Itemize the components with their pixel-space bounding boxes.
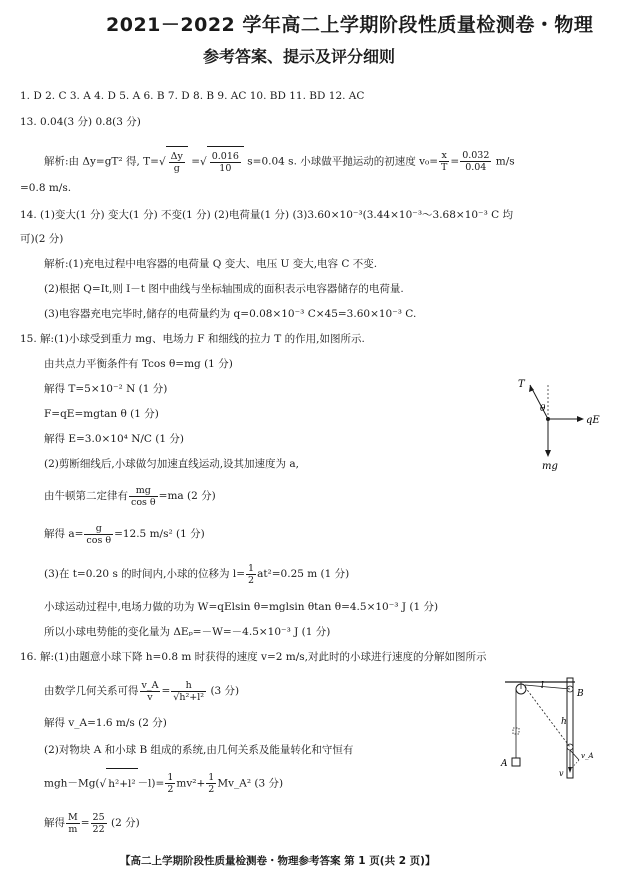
- page-subtitle: 参考答案、提示及评分细则: [203, 47, 396, 66]
- label-A: A: [501, 759, 508, 769]
- q14-line2: 可)(2 分): [20, 233, 64, 245]
- q16-line2: 由数学几何关系可得 $\frac{v\_A}{v}$ = $\frac{h}{\text{√h²+l²}}$ (3 分): [44, 679, 240, 703]
- choice-answers: 1. D 2. C 3. A 4. D 5. A 6. B 7. D 8. B 9. AC 10. BD 11. BD 12. AC: [20, 90, 365, 102]
- label-theta: θ: [540, 404, 546, 414]
- q13-explanation: 解析:由 Δy=gT² 得, T=√ $\frac{\Delta y}{g}$ =√ $\frac{0.016}{10}$ s=0.04 s. 小球做平抛运动的初速度 v₀= $\frac{x}{T}$ = $\frac{0.032}{0.04}$ m/s: [44, 146, 515, 177]
- label-tension: T: [518, 379, 525, 390]
- q16-line5: mgh－Mg(√ h²+l² －l)= $\frac{1}{2}$ mv²+ $\frac{1}{2}$ Mv_A² (3 分): [44, 768, 283, 799]
- q16-line4: (2)对物块 A 和小球 B 组成的系统,由几何关系及能量转化和守恒有: [44, 744, 354, 756]
- label-B: B: [577, 689, 584, 699]
- q13-result: =0.8 m/s.: [20, 182, 72, 194]
- q16-line3: 解得 v_A=1.6 m/s (2 分): [44, 717, 167, 729]
- label-gravity: mg: [542, 461, 558, 472]
- q15-line3: 解得 T=5×10⁻² N (1 分): [44, 383, 168, 395]
- pulley-diagram: [495, 676, 607, 784]
- q14-line4: (2)根据 Q=It,则 I－t 图中曲线与坐标轴围成的面积表示电容器储存的电荷量.: [44, 283, 404, 295]
- q15-line7: 由牛顿第二定律有 $\frac{mg}{\text{cos θ}}$ =ma (2 分): [44, 484, 216, 508]
- q15-line6: (2)剪断细线后,小球做匀加速直线运动,设其加速度为 a,: [44, 458, 299, 470]
- page-footer: 【高二上学期阶段性质量检测卷・物理参考答案 第 1 页(共 2 页)】: [120, 855, 436, 867]
- q15-line9: (3)在 t=0.20 s 的时间内,小球的位移为 l= $\frac{1}{2}$ at²=0.25 m (1 分): [44, 562, 350, 586]
- q15-line11: 所以小球电势能的变化量为 ΔEₚ=－W=－4.5×10⁻³ J (1 分): [44, 626, 331, 638]
- label-electric-force: qE: [586, 415, 600, 426]
- q16-line6: 解得 $\frac{M}{m}$ = $\frac{25}{22}$ (2 分): [44, 811, 140, 835]
- label-l: l: [541, 681, 544, 691]
- q15-line2: 由共点力平衡条件有 Tcos θ=mg (1 分): [44, 358, 233, 370]
- q14-line3: 解析:(1)充电过程中电容器的电荷量 Q 变大、电压 U 变大,电容 C 不变.: [44, 258, 378, 270]
- label-h: h: [561, 717, 567, 727]
- q15-line8: 解得 a= $\frac{g}{\text{cos θ}}$ =12.5 m/s² (1 分): [44, 522, 205, 546]
- q15-line1: 15. 解:(1)小球受到重力 mg、电场力 F 和细线的拉力 T 的作用,如图所示.: [20, 333, 365, 345]
- label-vA: v_A: [581, 752, 594, 760]
- page-title: 2021－2022 学年高二上学期阶段性质量检测卷・物理: [106, 14, 594, 36]
- q16-line1: 16. 解:(1)由题意小球下降 h=0.8 m 时获得的速度 v=2 m/s,对此时的小球进行速度的分解如图所示: [20, 651, 487, 663]
- q14-line1: 14. (1)变大(1 分) 变大(1 分) 不变(1 分) (2)电荷量(1 分) (3)3.60×10⁻³(3.44×10⁻³～3.68×10⁻³ C 均: [20, 209, 514, 221]
- q15-line4: F=qE=mgtan θ (1 分): [44, 408, 159, 420]
- label-v: v: [559, 769, 564, 778]
- q15-line5: 解得 E=3.0×10⁴ N/C (1 分): [44, 433, 185, 445]
- q13-answer: 13. 0.04(3 分) 0.8(3 分): [20, 116, 141, 128]
- q14-line5: (3)电容器充电完毕时,储存的电荷量约为 q=0.08×10⁻³ C×45=3.60×10⁻³ C.: [44, 308, 417, 320]
- q15-line10: 小球运动过程中,电场力做的功为 W=qElsin θ=mglsin θtan θ=4.5×10⁻³ J (1 分): [44, 601, 439, 613]
- force-diagram: [510, 375, 600, 475]
